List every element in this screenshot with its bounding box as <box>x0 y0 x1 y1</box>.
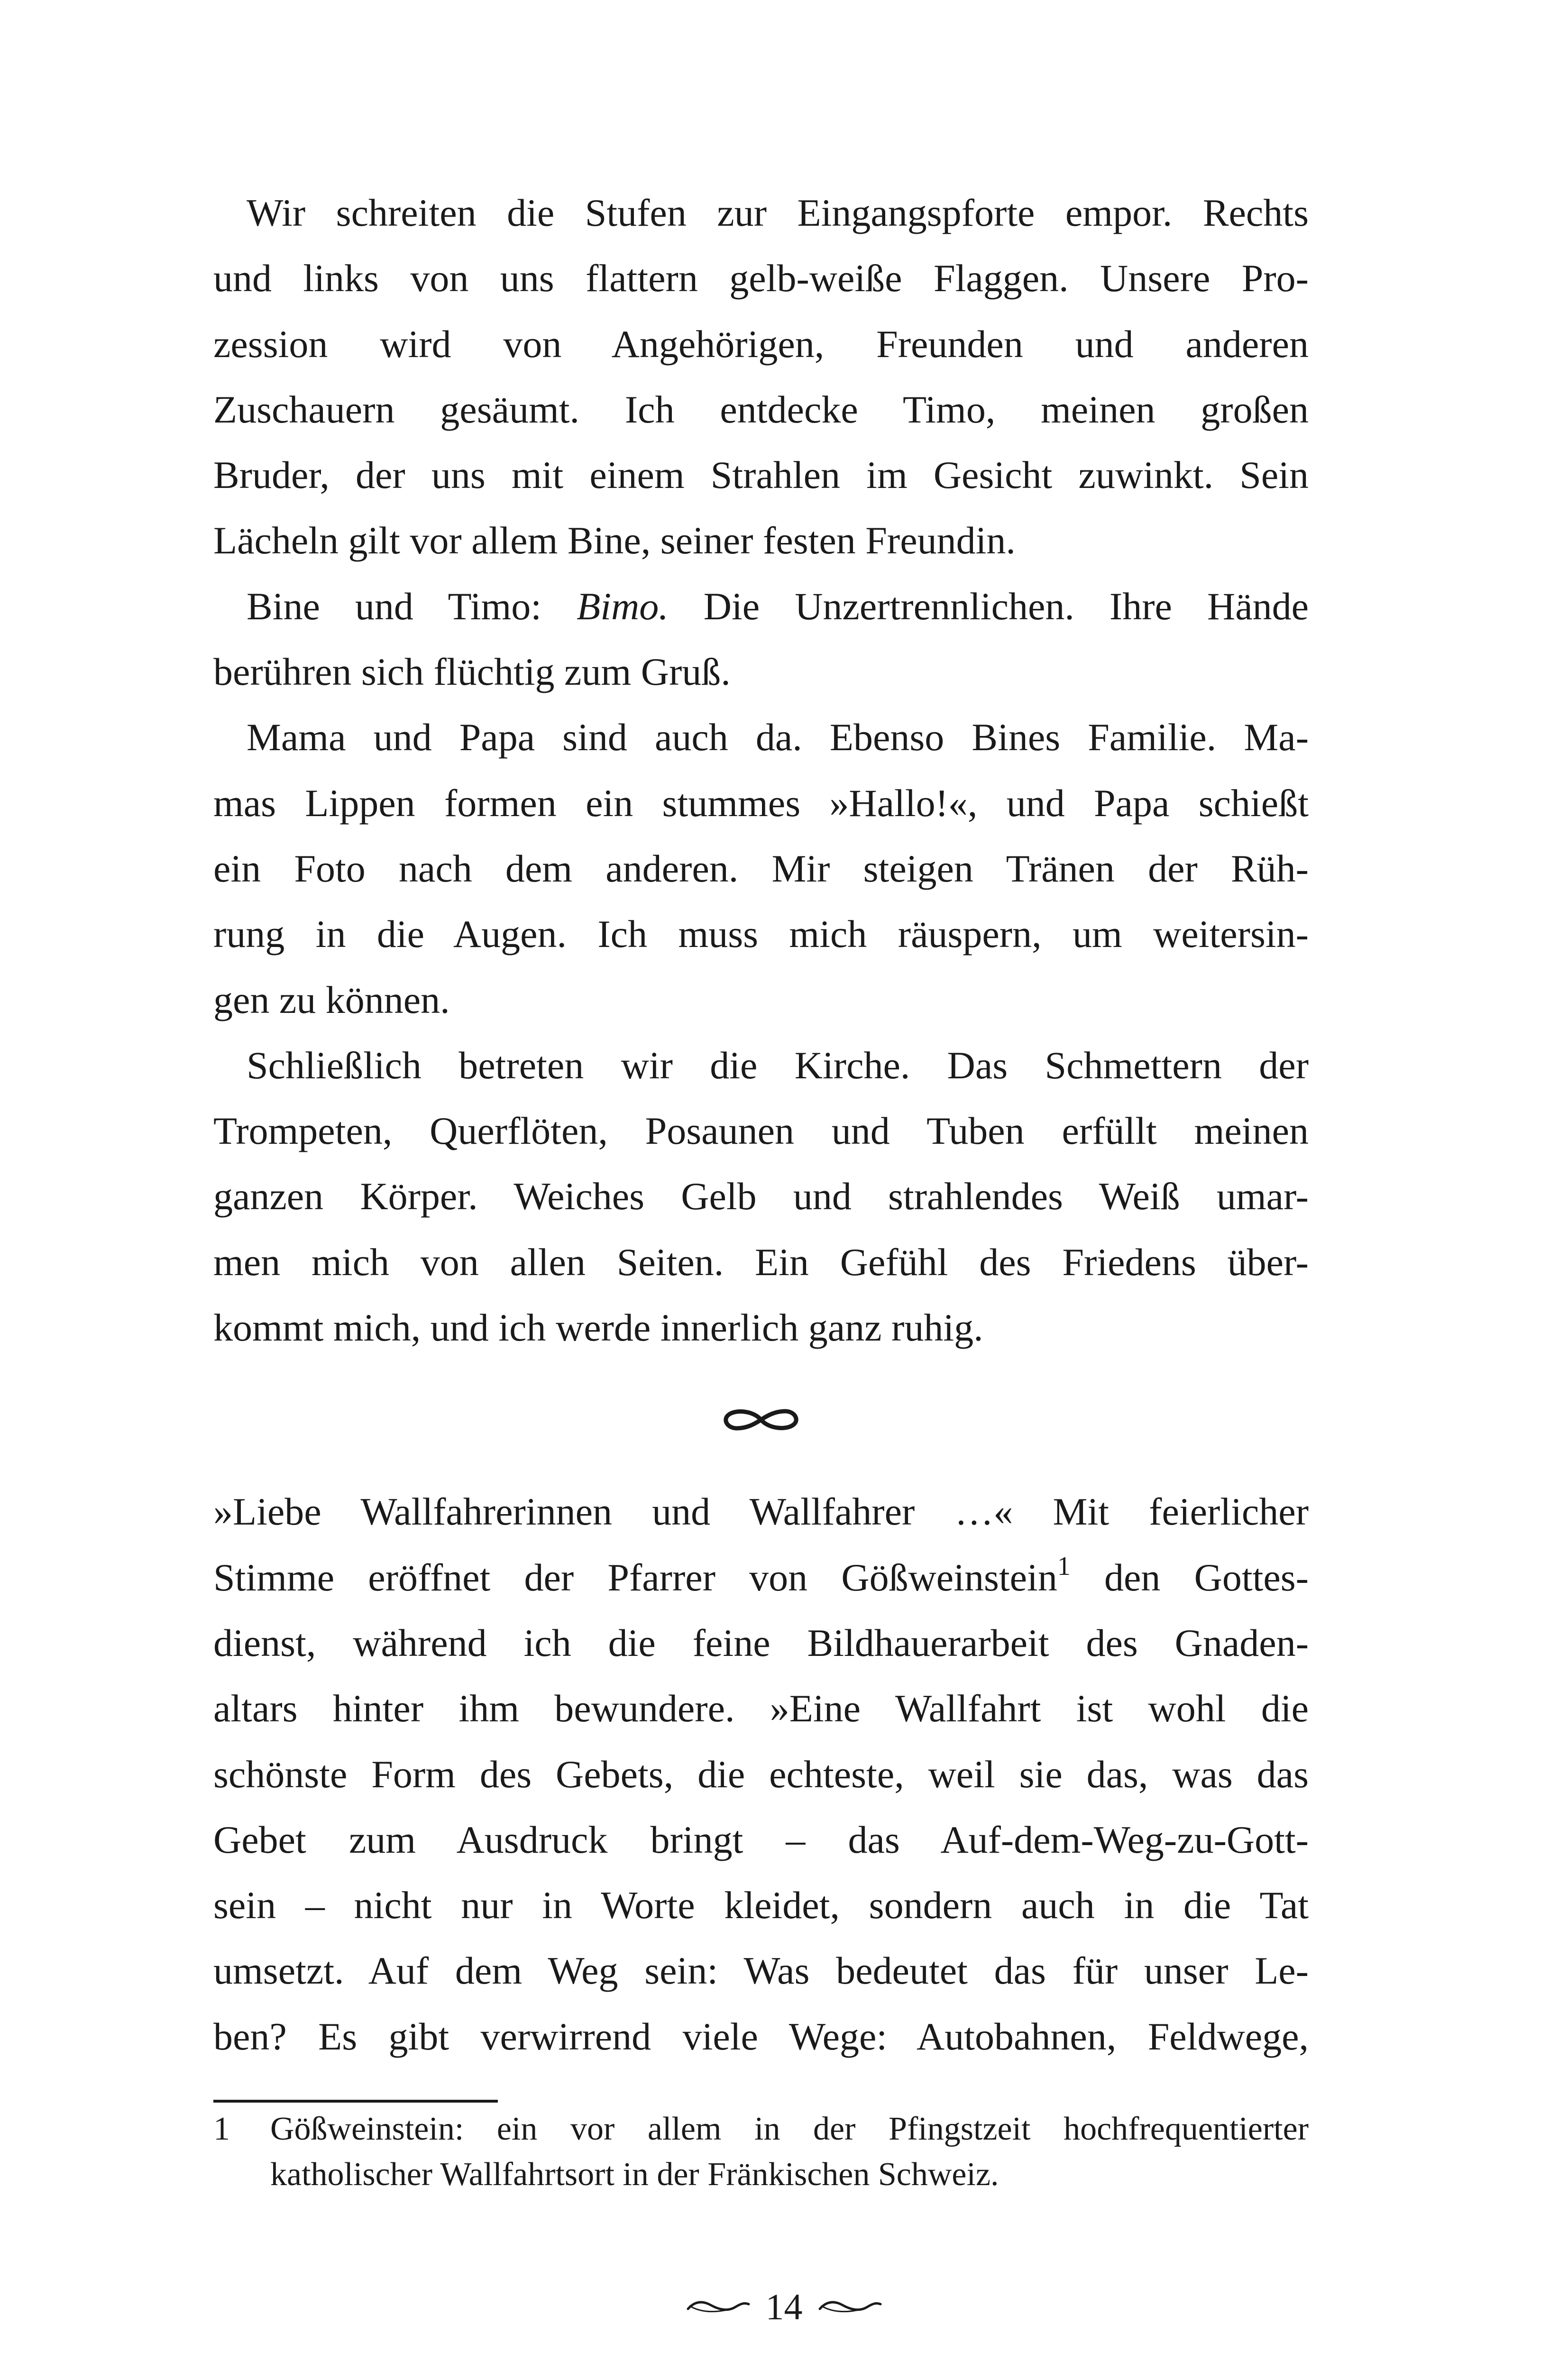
text-line: altars hinter ihm bewundere. »Eine Wallfahrt ist wohl die <box>213 1687 1309 1730</box>
text-line: zession wird von Angehörigen, Freunden und anderen <box>213 322 1309 366</box>
footnote-divider <box>213 2100 498 2103</box>
text-line: Trompeten, Querflöten, Posaunen und Tuben erfüllt meinen <box>213 1109 1309 1153</box>
text-span: Stimme eröffnet der Pfarrer von Gößweinstein <box>213 1555 1057 1599</box>
paragraph-2 <box>213 574 1309 705</box>
text-span: Bine und Timo: <box>247 584 577 628</box>
text-line: Zuschauern gesäumt. Ich entdecke Timo, meinen großen <box>213 387 1309 431</box>
paragraph-3 <box>213 705 1309 1032</box>
text-line: sein – nicht nur in Worte kleidet, sondern auch in die Tat <box>213 1884 1309 1927</box>
text-line: schönste Form des Gebets, die echteste, weil sie das, was das <box>213 1752 1309 1796</box>
text-line: umsetzt. Auf dem Weg sein: Was bedeutet das für unser Le- <box>213 1949 1309 1993</box>
text-line: Schließlich betreten wir die Kirche. Das Schmettern der <box>247 1043 1309 1087</box>
text-line: und links von uns flattern gelb-weiße Flaggen. Unsere Pro- <box>213 257 1309 300</box>
text-line: gen zu können. <box>213 978 450 1021</box>
text-line: men mich von allen Seiten. Ein Gefühl des Friedens über- <box>213 1240 1309 1284</box>
footnote <box>213 2106 1309 2197</box>
page-number <box>0 2276 1568 2338</box>
text-line: Lächeln gilt vor allem Bine, seiner festen Freundin. <box>213 519 1016 562</box>
text-span: den Gottes- <box>1070 1555 1309 1599</box>
text-line <box>213 1545 1309 1610</box>
page-body <box>213 180 1309 2069</box>
text-line: Mama und Papa sind auch da. Ebenso Bines Familie. Ma- <box>247 716 1309 759</box>
text-line: dienst, während ich die feine Bildhauerarbeit des Gnaden- <box>213 1621 1309 1664</box>
text-line: ganzen Körper. Weiches Gelb und strahlendes Weiß umar- <box>213 1175 1309 1218</box>
text-line: Wir schreiten die Stufen zur Eingangspforte empor. Rechts <box>247 191 1309 234</box>
text-line <box>213 574 1309 639</box>
paragraph-5 <box>213 1479 1309 2069</box>
infinity-ornament-icon <box>721 1407 801 1432</box>
italic-term: Bimo. <box>577 584 669 628</box>
footnote-line <box>213 2106 1309 2152</box>
footnote-text: Gößweinstein: ein vor allem in der Pfingstzeit hochfrequentierter <box>270 2111 1309 2147</box>
page-number-text: 14 <box>765 2286 803 2327</box>
text-span: Die Unzertrennlichen. Ihre Hände <box>668 584 1309 628</box>
footnote-number: 1 <box>213 2111 230 2147</box>
text-line: Gebet zum Ausdruck bringt – das Auf-dem-Weg-zu-Gott- <box>213 1818 1309 1861</box>
text-line: Bruder, der uns mit einem Strahlen im Gesicht zuwinkt. Sein <box>213 453 1309 497</box>
text-line: kommt mich, und ich werde innerlich ganz ruhig. <box>213 1306 983 1350</box>
footnote-line: katholischer Wallfahrtsort in der Fränkischen Schweiz. <box>270 2156 999 2193</box>
footnote-reference[interactable]: 1 <box>1057 1552 1071 1581</box>
text-line: ben? Es gibt verwirrend viele Wege: Autobahnen, Feldwege, <box>213 2014 1309 2058</box>
swash-ornament-icon <box>685 2297 752 2316</box>
paragraph-4 <box>213 1033 1309 1360</box>
paragraph-1 <box>213 180 1309 574</box>
text-line: berühren sich flüchtig zum Gruß. <box>213 650 731 694</box>
swash-ornament-icon <box>817 2297 883 2316</box>
text-line: »Liebe Wallfahrerinnen und Wallfahrer …« Mit feierlicher <box>213 1490 1309 1534</box>
text-line: ein Foto nach dem anderen. Mir steigen Tränen der Rüh- <box>213 846 1309 890</box>
section-separator <box>213 1360 1309 1479</box>
text-line: mas Lippen formen ein stummes »Hallo!«, und Papa schießt <box>213 781 1309 825</box>
text-line: rung in die Augen. Ich muss mich räuspern, um weitersin- <box>213 912 1309 956</box>
